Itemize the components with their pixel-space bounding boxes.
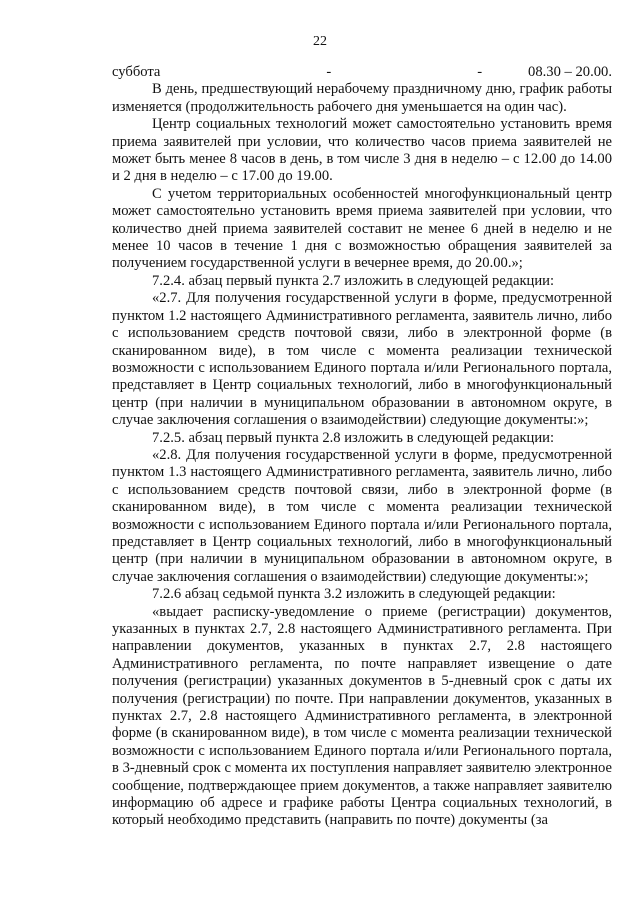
paragraph: «выдает расписку-уведомление о приеме (регистрации) документов, указанных в пунктах 2.7, 2.8 настоящего Административного регламента. При направлении документов, указанных в пунктах 2.7, 2.8 настоящего Административного регламента, по почте направляет извещение о дате получения (регистрации) указанных документов в 5-дневный срок с даты их получения (регистрации) по почте. При направлении документов, указанных в пунктах 2.7, 2.8 настоящего Административного регламента, в электронной форме (в сканированном виде), в том числе с момента реализации технической возможности с использованием Единого портала и/или Регионального портала, в 3-дневный срок с момента их поступления направляет заявителю электронное сообщение, подтверждающее прием документов, а также направляет заявителю информацию об адресе и графике работы Центра социальных технологий, в который необходимо представить (направить по почте) документы (за — [112, 603, 612, 829]
page-number: 22 — [313, 34, 327, 49]
schedule-dash: - — [326, 64, 332, 80]
schedule-day: суббота — [112, 64, 161, 80]
schedule-line — [112, 64, 612, 81]
paragraph: В день, предшествующий нерабочему праздничному дню, график работы изменяется (продолжительность рабочего дня уменьшается на один час). — [112, 81, 612, 115]
paragraph: 7.2.4. абзац первый пункта 2.7 изложить в следующей редакции: — [152, 272, 555, 289]
schedule-time: 08.30 – 20.00. — [528, 64, 612, 80]
paragraph: С учетом территориальных особенностей многофункциональный центр может самостоятельно установить время приема заявителей при условии, что количество дней приема заявителей составит не менее 6 дней в неделю и не менее 10 часов в течение 1 дня с возможностью обращения заявителей за получением государственной услуги в вечернее время, до 20.00.»; — [112, 185, 612, 272]
document-body — [112, 64, 612, 830]
paragraph: «2.7. Для получения государственной услуги в форме, предусмотренной пунктом 1.2 настоящего Административного регламента, заявитель лично, либо с использованием средств почтовой связи, либо в электронной форме (в сканированном виде), в том числе с момента реализации технической возможности с использованием Единого портала и/или Регионального портала, представляет в Центр социальных технологий, либо в многофункциональный центр (при наличии в муниципальном образовании в автономном округе, в случае заключения соглашения о взаимодействии) следующие документы:»; — [112, 290, 612, 429]
paragraph: 7.2.5. абзац первый пункта 2.8 изложить в следующей редакции: — [152, 429, 555, 446]
paragraph: 7.2.6 абзац седьмой пункта 3.2 изложить в следующей редакции: — [152, 586, 556, 603]
schedule-dash: - — [477, 64, 483, 80]
paragraph: Центр социальных технологий может самостоятельно установить время приема заявителей при условии, что количество часов приема заявителей не может быть менее 8 часов в день, в том числе 3 дня в неделю – с 12.00 до 14.00 и 2 дня в неделю – с 17.00 до 19.00. — [112, 116, 612, 185]
paragraph: «2.8. Для получения государственной услуги в форме, предусмотренной пунктом 1.3 настоящего Административного регламента, заявитель лично, либо с использованием средств почтовой связи, либо в электронной форме (в сканированном виде), в том числе с момента реализации технической возможности с использованием Единого портала и/или Регионального портала, представляет в Центр социальных технологий, либо в многофункциональный центр (при наличии в муниципальном образовании в автономном округе, в случае заключения соглашения о взаимодействии) следующие документы:»; — [112, 446, 612, 585]
